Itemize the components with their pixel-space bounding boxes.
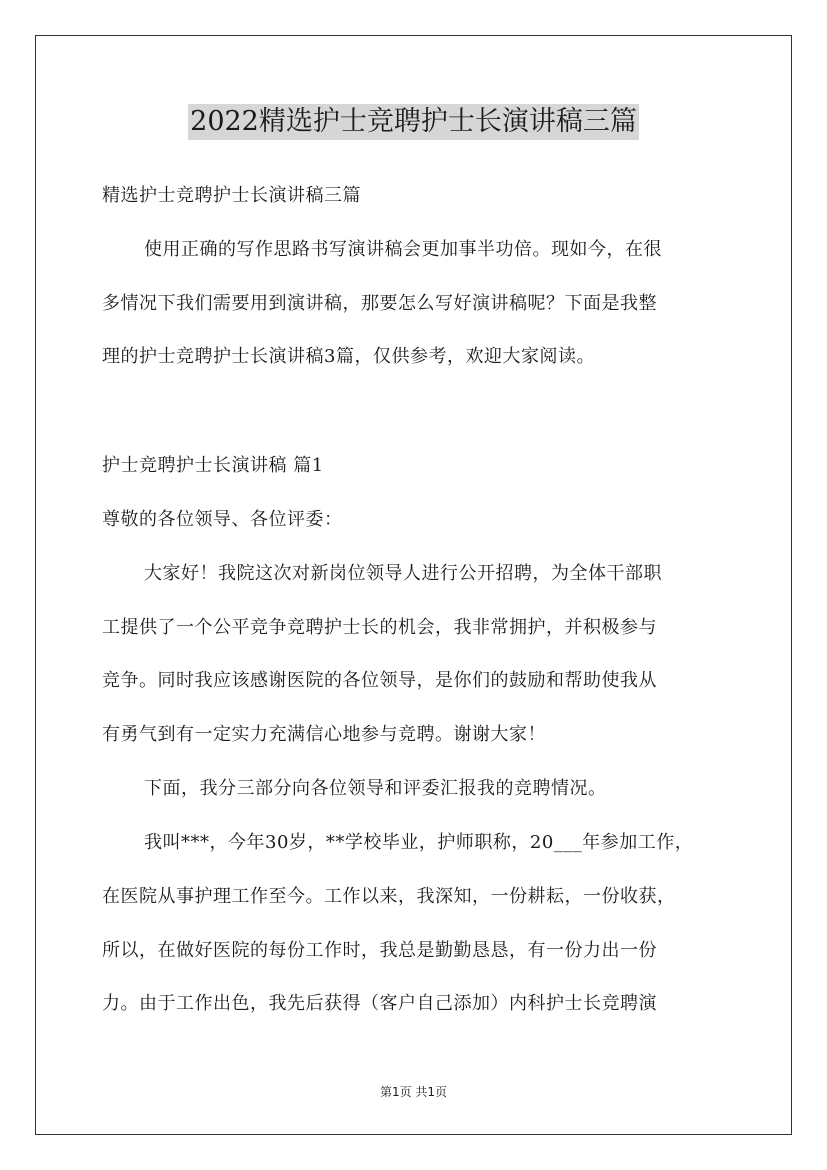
paragraph-line: 使用正确的写作思路书写演讲稿会更加事半功倍。现如今，在很 xyxy=(144,239,662,260)
paragraph-line: 竞争。同时我应该感谢医院的各位领导，是你们的鼓励和帮助使我从 xyxy=(102,670,657,691)
section-heading: 护士竞聘护士长演讲稿 篇1 xyxy=(102,455,324,476)
paragraph-line: 力。由于工作出色，我先后获得（客户自己添加）内科护士长竞聘演 xyxy=(102,993,657,1014)
paragraph-line: 我叫***，今年30岁，**学校毕业，护师职称，20___年参加工作， xyxy=(144,832,694,853)
paragraph-line: 工提供了一个公平竞争竞聘护士长的机会，我非常拥护，并积极参与 xyxy=(102,617,657,638)
paragraph-line: 大家好！我院这次对新岗位领导人进行公开招聘，为全体干部职 xyxy=(144,563,662,584)
subtitle-line: 精选护士竞聘护士长演讲稿三篇 xyxy=(102,185,361,206)
paragraph-line: 多情况下我们需要用到演讲稿，那要怎么写好演讲稿呢？下面是我整 xyxy=(102,293,657,314)
paragraph-line: 有勇气到有一定实力充满信心地参与竞聘。谢谢大家！ xyxy=(102,724,546,745)
page-number-footer: 第1页 共1页 xyxy=(379,1085,448,1099)
paragraph-line: 在医院从事护理工作至今。工作以来，我深知，一份耕耘，一份收获， xyxy=(102,886,676,907)
salutation-line: 尊敬的各位领导、各位评委： xyxy=(102,509,343,530)
document-title-row xyxy=(0,104,827,140)
paragraph-line: 理的护士竞聘护士长演讲稿3篇，仅供参考，欢迎大家阅读。 xyxy=(102,346,595,367)
document-title: 2022精选护士竞聘护士长演讲稿三篇 xyxy=(188,104,639,140)
paragraph-line: 所以，在做好医院的每份工作时，我总是勤勤恳恳，有一份力出一份 xyxy=(102,940,657,961)
paragraph-line: 下面，我分三部分向各位领导和评委汇报我的竞聘情况。 xyxy=(144,778,607,799)
